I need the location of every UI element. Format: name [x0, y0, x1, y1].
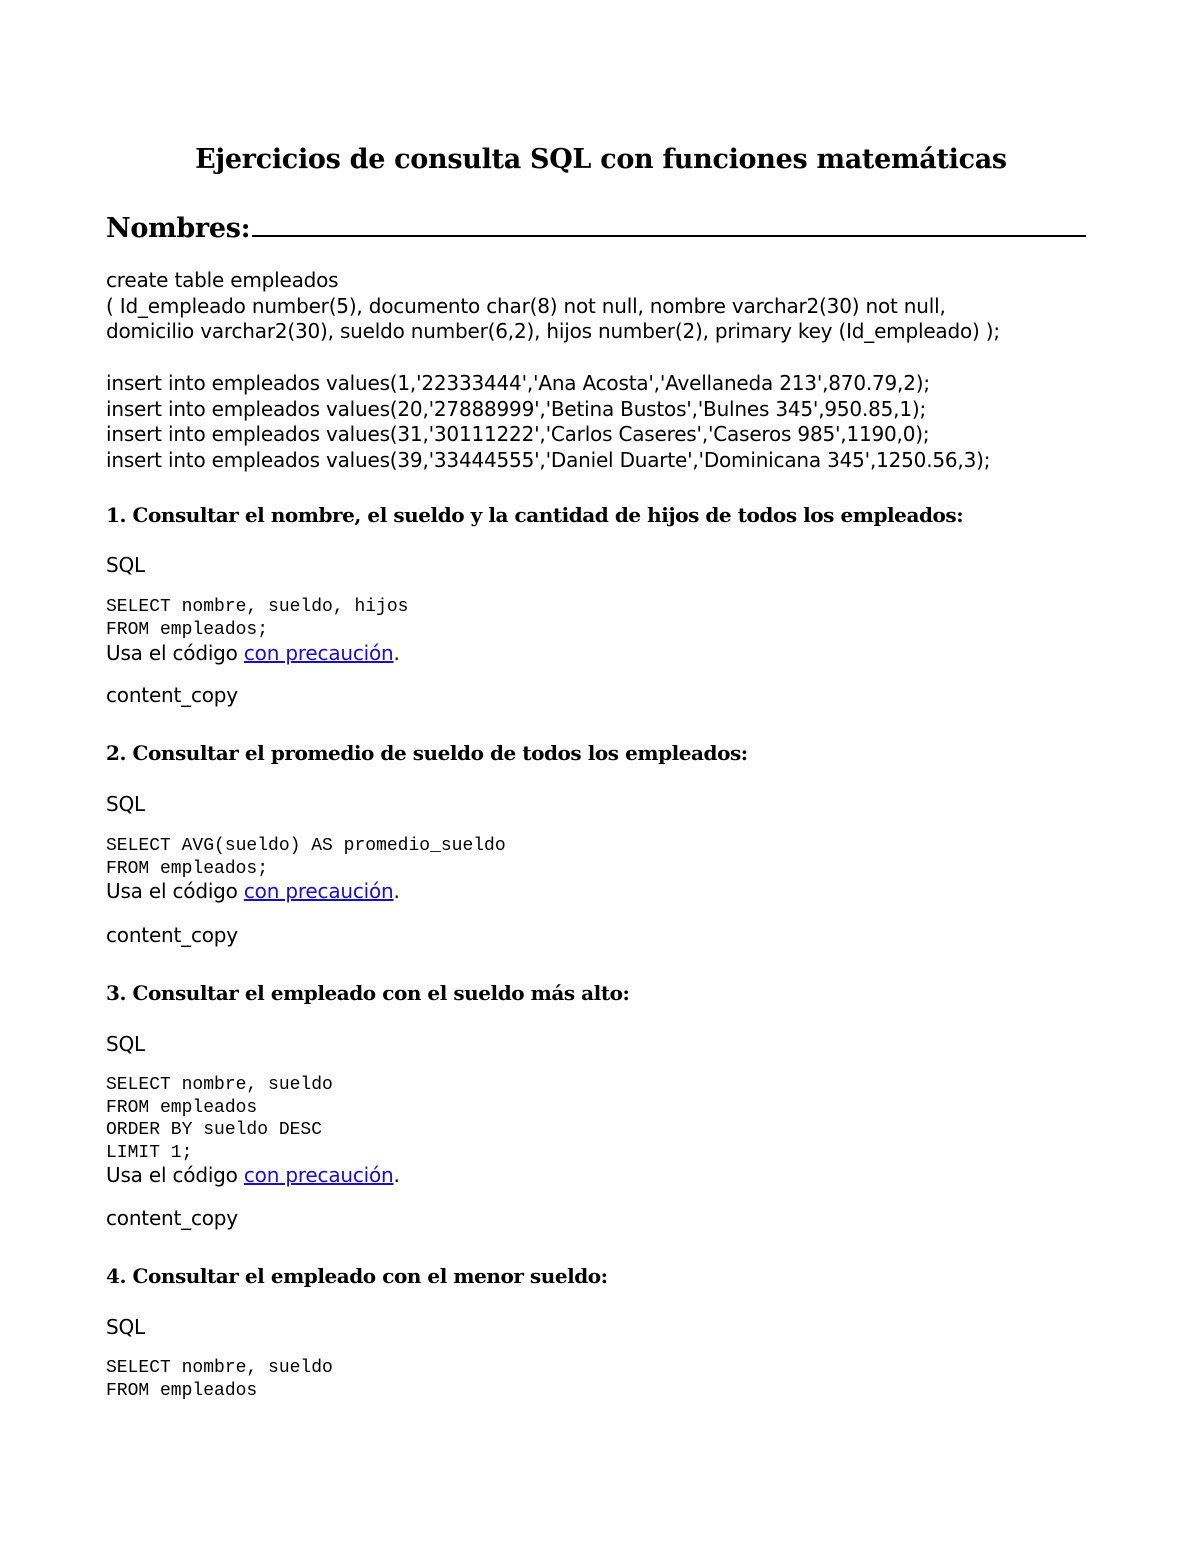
- caution-link[interactable]: con precaución: [243, 1163, 394, 1187]
- insert-line: insert into empleados values(20,'27888999','Betina Bustos','Bulnes 345',950.85,1);: [106, 396, 926, 421]
- code-line: SELECT AVG(sueldo) AS promedio_sueldo: [106, 836, 506, 856]
- code-line: FROM empleados: [106, 1097, 258, 1118]
- exercise-3-code-block: [106, 1074, 333, 1164]
- exercise-2-caution-note: [106, 879, 400, 905]
- code-line: SELECT nombre, sueldo: [106, 1358, 333, 1378]
- code-line: ORDER BY sueldo DESC: [106, 1120, 323, 1140]
- exercise-3-copy-button[interactable]: content_copy: [106, 1206, 238, 1230]
- code-line: FROM empleados;: [106, 858, 269, 879]
- caution-suffix: .: [393, 1163, 400, 1187]
- exercise-2-heading: 2. Consultar el promedio de sueldo de todos los empleados:: [106, 741, 748, 765]
- exercise-1-code-block: [106, 596, 408, 641]
- names-blank-line: [252, 205, 1086, 237]
- caution-prefix: Usa el código: [106, 879, 244, 903]
- create-table-statement: [106, 268, 1000, 345]
- create-table-line: create table empleados: [106, 268, 339, 292]
- create-table-line: ( Id_empleado number(5), documento char(8) not null, nombre varchar2(30) not null,: [106, 293, 946, 318]
- exercise-1-copy-button[interactable]: content_copy: [106, 683, 238, 707]
- names-label: Nombres:: [106, 213, 251, 244]
- insert-line: insert into empleados values(31,'30111222','Carlos Caseres','Caseros 985',1190,0);: [106, 422, 930, 446]
- insert-line: insert into empleados values(1,'22333444','Ana Acosta','Avellaneda 213',870.79,2);: [106, 371, 930, 395]
- code-line: FROM empleados: [106, 1380, 258, 1401]
- exercise-3-lang-label: SQL: [106, 1032, 145, 1056]
- document-title: Ejercicios de consulta SQL con funciones matemáticas: [195, 144, 1007, 175]
- code-line: LIMIT 1;: [106, 1142, 193, 1163]
- exercise-3-caution-note: [106, 1163, 400, 1189]
- exercise-3-heading: 3. Consultar el empleado con el sueldo más alto:: [106, 981, 630, 1005]
- insert-line: insert into empleados values(39,'33444555','Daniel Duarte','Dominicana 345',1250.56,3);: [106, 447, 991, 472]
- exercise-4-heading: 4. Consultar el empleado con el menor sueldo:: [106, 1264, 608, 1288]
- caution-prefix: Usa el código: [106, 1163, 244, 1187]
- create-table-line: domicilio varchar2(30), sueldo number(6,2), hijos number(2), primary key (Id_empleado) );: [106, 319, 1000, 343]
- exercise-2-code-block: [106, 835, 506, 880]
- insert-statements: [106, 371, 990, 473]
- names-field: [106, 205, 1086, 249]
- code-line: SELECT nombre, sueldo, hijos: [106, 597, 409, 617]
- caution-link[interactable]: con precaución: [243, 879, 394, 903]
- caution-link[interactable]: con precaución: [243, 641, 394, 665]
- exercise-1-caution-note: [106, 641, 400, 667]
- exercise-4-code-block: [106, 1357, 333, 1402]
- exercise-4-lang-label: SQL: [106, 1315, 145, 1339]
- caution-prefix: Usa el código: [106, 641, 244, 665]
- exercise-2-lang-label: SQL: [106, 792, 145, 816]
- code-line: FROM empleados;: [106, 619, 269, 640]
- caution-suffix: .: [393, 641, 400, 665]
- exercise-2-copy-button[interactable]: content_copy: [106, 923, 238, 947]
- caution-suffix: .: [393, 879, 400, 903]
- exercise-1-heading: 1. Consultar el nombre, el sueldo y la cantidad de hijos de todos los empleados:: [106, 503, 964, 527]
- exercise-1-lang-label: SQL: [106, 553, 145, 577]
- code-line: SELECT nombre, sueldo: [106, 1075, 333, 1095]
